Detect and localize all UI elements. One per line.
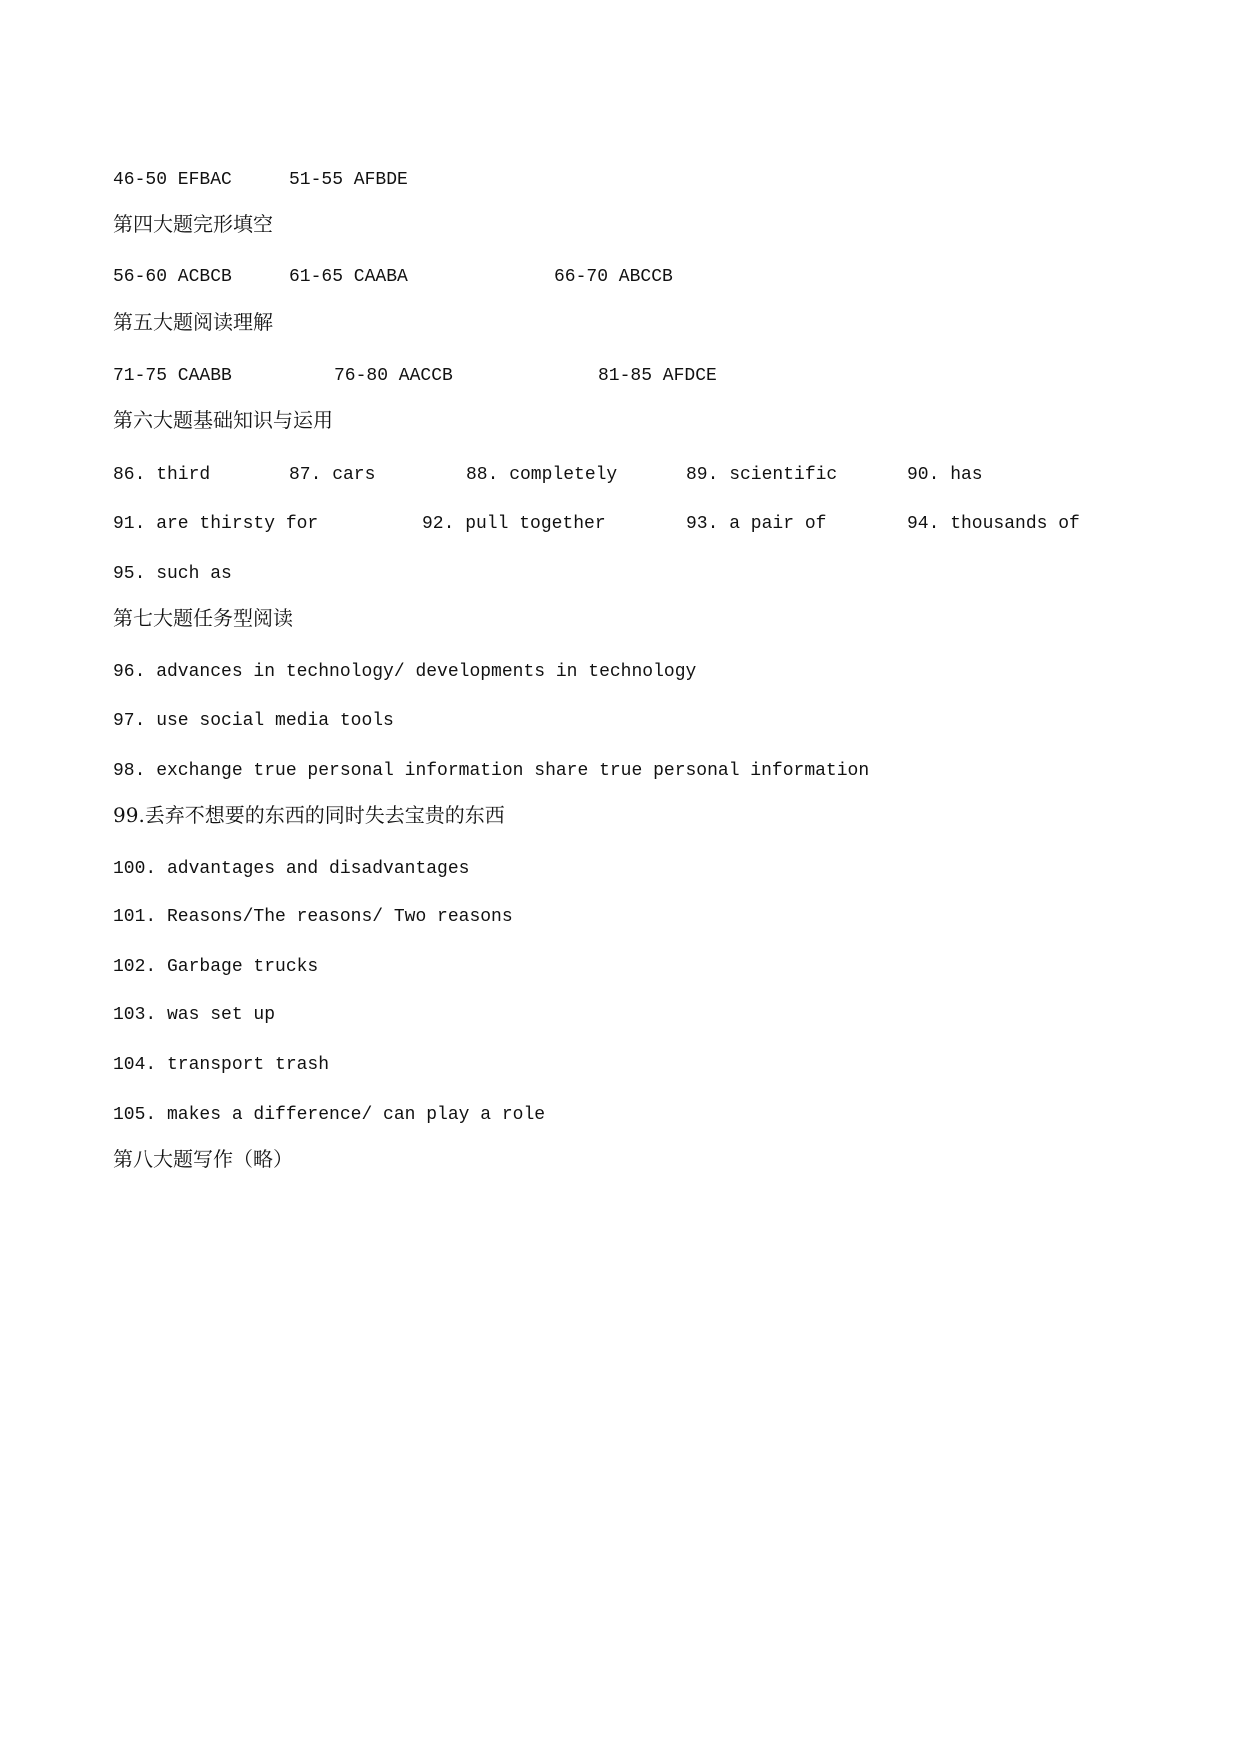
answer-92: 92. pull together [422, 514, 606, 534]
answer-104: 104. transport trash [113, 1055, 330, 1075]
answer-95: 95. such as [113, 564, 232, 584]
answer-87: 87. cars [289, 465, 376, 485]
section-heading-part6: 第六大题基础知识与运用 [113, 408, 333, 432]
answer-76-80: 76-80 AACCB [334, 366, 453, 386]
answer-97: 97. use social media tools [113, 711, 394, 731]
answer-89: 89. scientific [686, 465, 838, 485]
section-heading-part8: 第八大题写作（略） [113, 1147, 293, 1171]
answer-56-60: 56-60 ACBCB [113, 267, 232, 287]
answer-61-65: 61-65 CAABA [289, 267, 408, 287]
section-heading-part4: 第四大题完形填空 [113, 212, 273, 236]
answer-51-55: 51-55 AFBDE [289, 170, 408, 190]
section-heading-part7: 第七大题任务型阅读 [113, 606, 293, 630]
answer-103: 103. was set up [113, 1005, 276, 1025]
answer-88: 88. completely [466, 465, 618, 485]
answer-100: 100. advantages and disadvantages [113, 859, 470, 879]
answer-96: 96. advances in technology/ developments in technology [113, 662, 697, 682]
answer-101: 101. Reasons/The reasons/ Two reasons [113, 907, 513, 927]
answer-90: 90. has [907, 465, 983, 485]
answer-81-85: 81-85 AFDCE [598, 366, 717, 386]
answer-91: 91. are thirsty for [113, 514, 319, 534]
answer-99: 99.丢弃不想要的东西的同时失去宝贵的东西 [113, 803, 505, 827]
answer-93: 93. a pair of [686, 514, 827, 534]
answer-105: 105. makes a difference/ can play a role [113, 1105, 546, 1125]
answer-86: 86. third [113, 465, 211, 485]
answer-98: 98. exchange true personal information share true personal information [113, 761, 870, 781]
answer-94: 94. thousands of [907, 514, 1080, 534]
answer-46-50: 46-50 EFBAC [113, 170, 232, 190]
section-heading-part5: 第五大题阅读理解 [113, 310, 273, 334]
answer-71-75: 71-75 CAABB [113, 366, 232, 386]
answer-102: 102. Garbage trucks [113, 957, 319, 977]
answer-66-70: 66-70 ABCCB [554, 267, 673, 287]
